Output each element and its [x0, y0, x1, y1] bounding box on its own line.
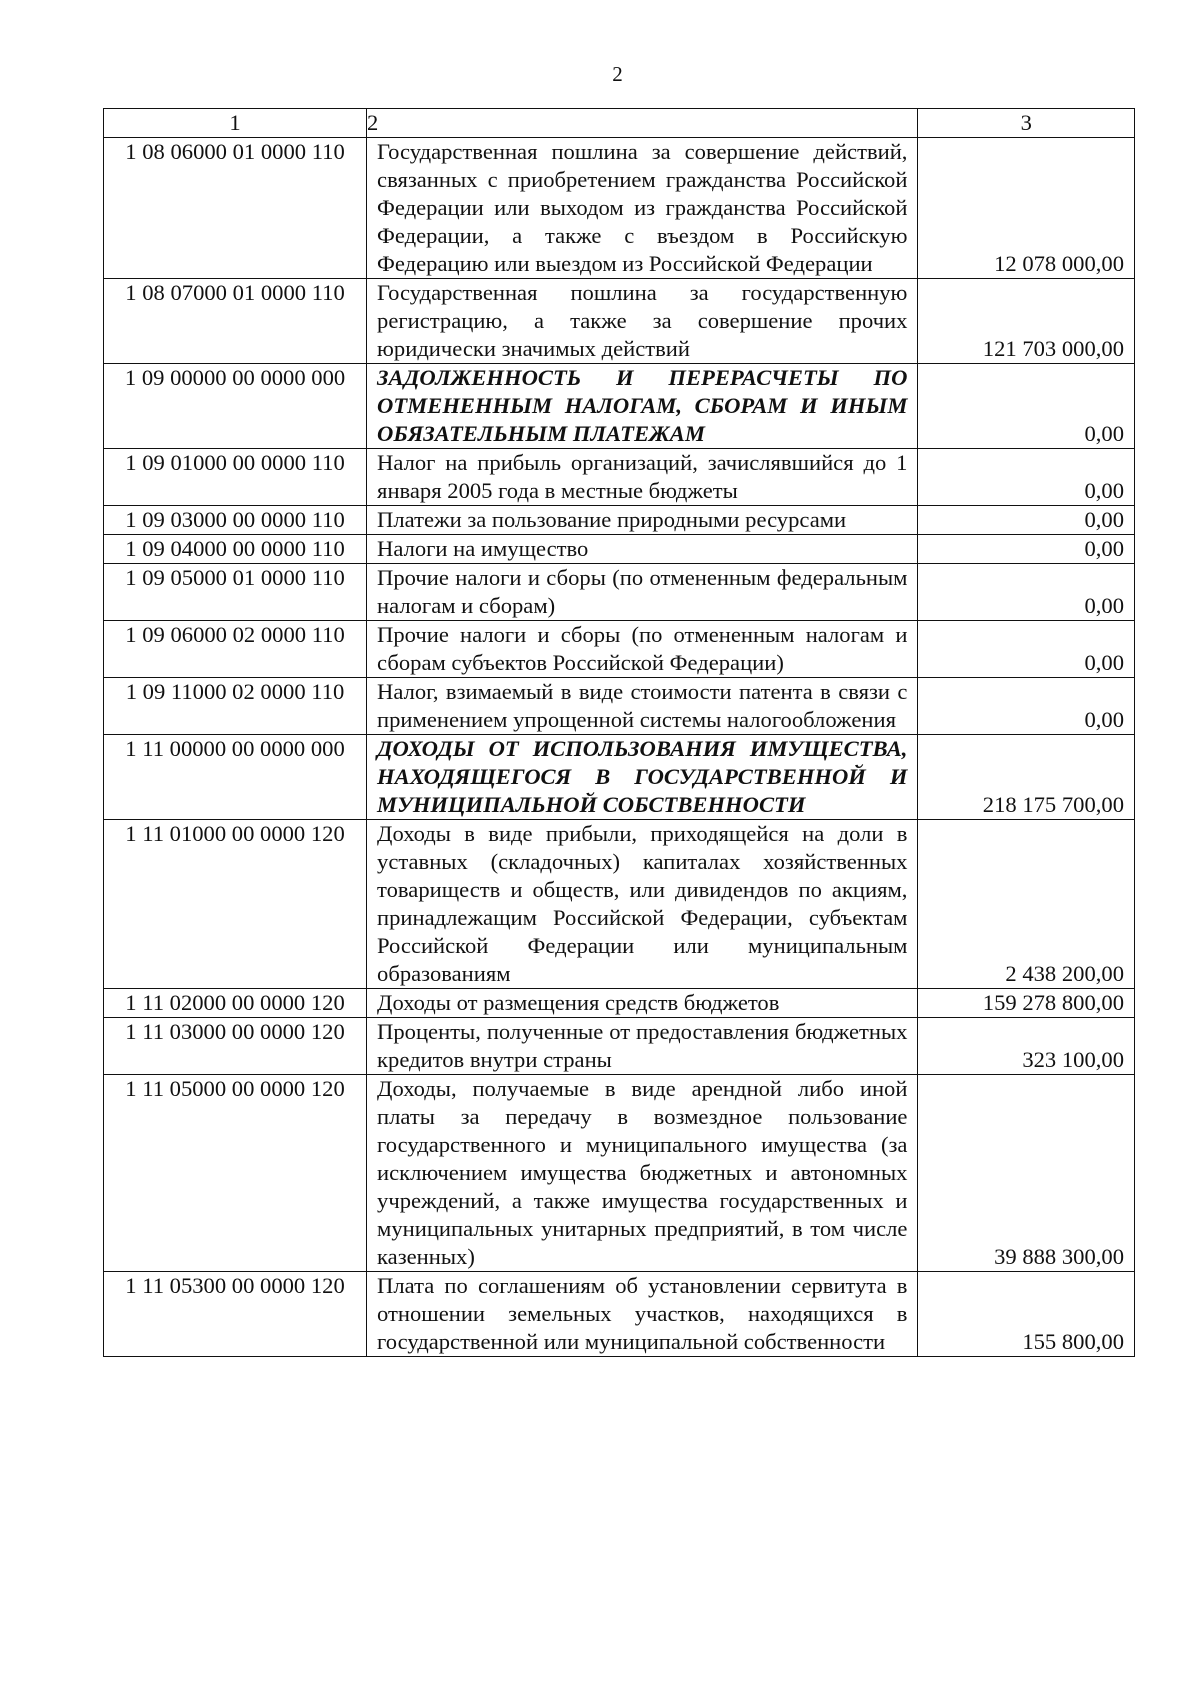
budget-code-cell: 1 11 05000 00 0000 120 — [104, 1075, 367, 1272]
budget-code-cell: 1 09 00000 00 0000 000 — [104, 364, 367, 449]
revenue-name-cell: Прочие налоги и сборы (по отмененным федеральным налогам и сборам) — [367, 564, 918, 621]
revenue-name-cell: Доходы в виде прибыли, приходящейся на доли в уставных (складочных) капиталах хозяйственных товариществ и обществ, или дивидендов по акциям, принадлежащим Российской Федерации, субъектам Российской Федерации или муниципальным образованиям — [367, 820, 918, 989]
amount-cell: 121 703 000,00 — [918, 279, 1135, 364]
budget-code-cell: 1 11 03000 00 0000 120 — [104, 1018, 367, 1075]
budget-code-cell: 1 11 01000 00 0000 120 — [104, 820, 367, 989]
table-row — [104, 989, 1135, 1018]
revenue-name-cell: Государственная пошлина за совершение действий, связанных с приобретением гражданства Российской Федерации или выходом из гражданства Российской Федерации, а также с въездом в Российскую Федерацию или выездом из Российской Федерации — [367, 138, 918, 279]
amount-cell: 0,00 — [918, 506, 1135, 535]
column-header-1: 1 — [104, 109, 367, 138]
amount-cell: 0,00 — [918, 678, 1135, 735]
revenue-name-cell: Плата по соглашениям об установлении сервитута в отношении земельных участков, находящихся в государственной или муниципальной собственности — [367, 1272, 918, 1357]
budget-code-cell: 1 09 05000 01 0000 110 — [104, 564, 367, 621]
budget-code-cell: 1 08 06000 01 0000 110 — [104, 138, 367, 279]
amount-cell: 159 278 800,00 — [918, 989, 1135, 1018]
table-row — [104, 1018, 1135, 1075]
amount-cell: 39 888 300,00 — [918, 1075, 1135, 1272]
table-row — [104, 820, 1135, 989]
column-header-2: 2 — [367, 109, 918, 138]
budget-code-cell: 1 08 07000 01 0000 110 — [104, 279, 367, 364]
table-row — [104, 535, 1135, 564]
budget-code-cell: 1 11 05300 00 0000 120 — [104, 1272, 367, 1357]
table-body — [104, 138, 1135, 1357]
amount-cell: 0,00 — [918, 564, 1135, 621]
revenue-name-cell: Проценты, полученные от предоставления бюджетных кредитов внутри страны — [367, 1018, 918, 1075]
budget-code-cell: 1 11 00000 00 0000 000 — [104, 735, 367, 820]
table-row — [104, 678, 1135, 735]
budget-code-cell: 1 09 04000 00 0000 110 — [104, 535, 367, 564]
amount-cell: 0,00 — [918, 621, 1135, 678]
table-row — [104, 735, 1135, 820]
table-row — [104, 279, 1135, 364]
amount-cell: 0,00 — [918, 535, 1135, 564]
revenue-name-cell: Налог на прибыль организаций, зачислявшийся до 1 января 2005 года в местные бюджеты — [367, 449, 918, 506]
table-row — [104, 364, 1135, 449]
table-row — [104, 138, 1135, 279]
revenue-name-cell: Государственная пошлина за государственную регистрацию, а также за совершение прочих юридически значимых действий — [367, 279, 918, 364]
revenue-table — [103, 108, 1135, 1357]
amount-cell: 0,00 — [918, 449, 1135, 506]
table-row — [104, 449, 1135, 506]
budget-code-cell: 1 09 01000 00 0000 110 — [104, 449, 367, 506]
amount-cell: 155 800,00 — [918, 1272, 1135, 1357]
column-header-3: 3 — [918, 109, 1135, 138]
revenue-name-cell: Платежи за пользование природными ресурсами — [367, 506, 918, 535]
table-row — [104, 621, 1135, 678]
budget-code-cell: 1 11 02000 00 0000 120 — [104, 989, 367, 1018]
amount-cell: 0,00 — [918, 364, 1135, 449]
amount-cell: 2 438 200,00 — [918, 820, 1135, 989]
table-row — [104, 564, 1135, 621]
revenue-name-cell: ДОХОДЫ ОТ ИСПОЛЬЗОВАНИЯ ИМУЩЕСТВА, НАХОДЯЩЕГОСЯ В ГОСУДАРСТВЕННОЙ И МУНИЦИПАЛЬНОЙ СОБСТВЕННОСТИ — [367, 735, 918, 820]
amount-cell: 218 175 700,00 — [918, 735, 1135, 820]
revenue-name-cell: Налог, взимаемый в виде стоимости патента в связи с применением упрощенной системы налогообложения — [367, 678, 918, 735]
table-header-row — [104, 109, 1135, 138]
revenue-name-cell: Доходы от размещения средств бюджетов — [367, 989, 918, 1018]
revenue-name-cell: ЗАДОЛЖЕННОСТЬ И ПЕРЕРАСЧЕТЫ ПО ОТМЕНЕННЫМ НАЛОГАМ, СБОРАМ И ИНЫМ ОБЯЗАТЕЛЬНЫМ ПЛАТЕЖАМ — [367, 364, 918, 449]
table-row — [104, 506, 1135, 535]
amount-cell: 323 100,00 — [918, 1018, 1135, 1075]
page-number: 2 — [612, 62, 623, 86]
budget-code-cell: 1 09 03000 00 0000 110 — [104, 506, 367, 535]
revenue-name-cell: Доходы, получаемые в виде арендной либо иной платы за передачу в возмездное пользование государственного и муниципального имущества (за исключением имущества бюджетных и автономных учреждений, а также имущества государственных и муниципальных унитарных предприятий, в том числе казенных) — [367, 1075, 918, 1272]
table-row — [104, 1272, 1135, 1357]
budget-code-cell: 1 09 06000 02 0000 110 — [104, 621, 367, 678]
budget-code-cell: 1 09 11000 02 0000 110 — [104, 678, 367, 735]
revenue-name-cell: Налоги на имущество — [367, 535, 918, 564]
revenue-name-cell: Прочие налоги и сборы (по отмененным налогам и сборам субъектов Российской Федерации) — [367, 621, 918, 678]
amount-cell: 12 078 000,00 — [918, 138, 1135, 279]
table-row — [104, 1075, 1135, 1272]
